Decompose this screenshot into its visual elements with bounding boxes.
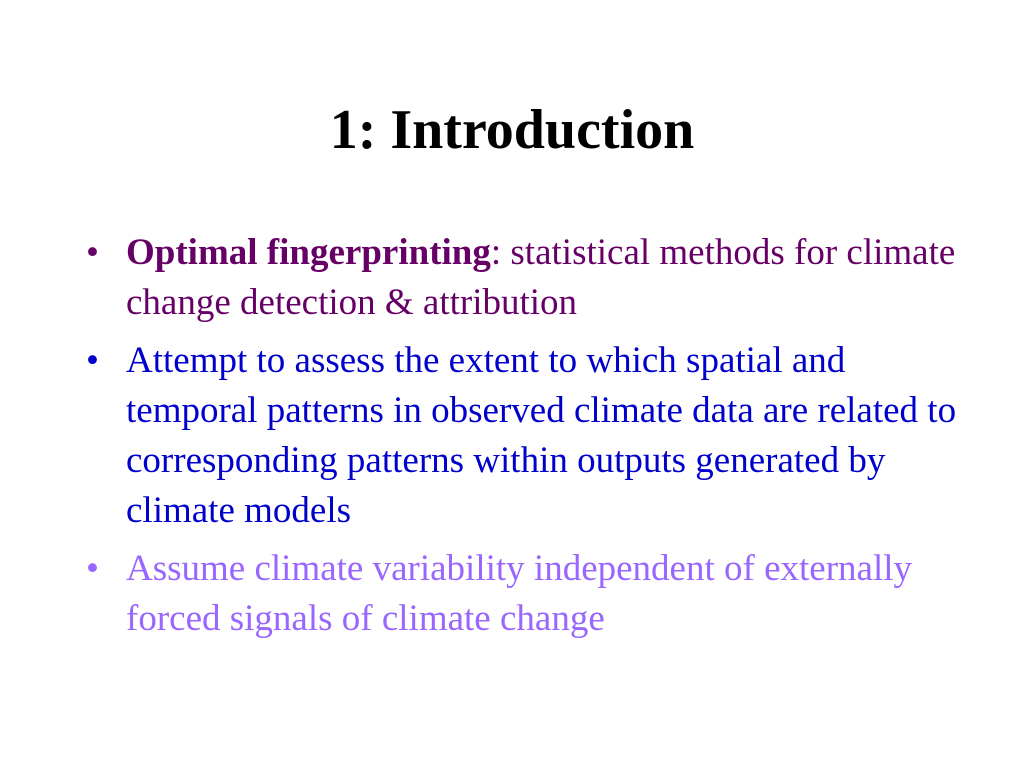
bullet-marker: •	[86, 548, 99, 589]
bullet-marker: •	[86, 232, 99, 273]
bullet-term: Optimal fingerprinting	[126, 232, 491, 273]
bullet-text: Attempt to assess the extent to which spatial and temporal patterns in observed climate data are related to corresponding patterns within outputs generated by climate models	[126, 340, 957, 531]
bullet-list	[86, 228, 966, 652]
bullet-item-assume	[86, 544, 966, 644]
slide-title: 1: Introduction	[329, 99, 695, 161]
bullet-text: : statistical methods for climate change detection & attribution	[126, 232, 956, 323]
bullet-item-assess	[86, 336, 966, 536]
bullet-marker: •	[86, 340, 99, 381]
bullet-text: Assume climate variability independent of externally forced signals of climate change	[126, 548, 912, 639]
bullet-item-fingerprinting	[86, 228, 966, 328]
